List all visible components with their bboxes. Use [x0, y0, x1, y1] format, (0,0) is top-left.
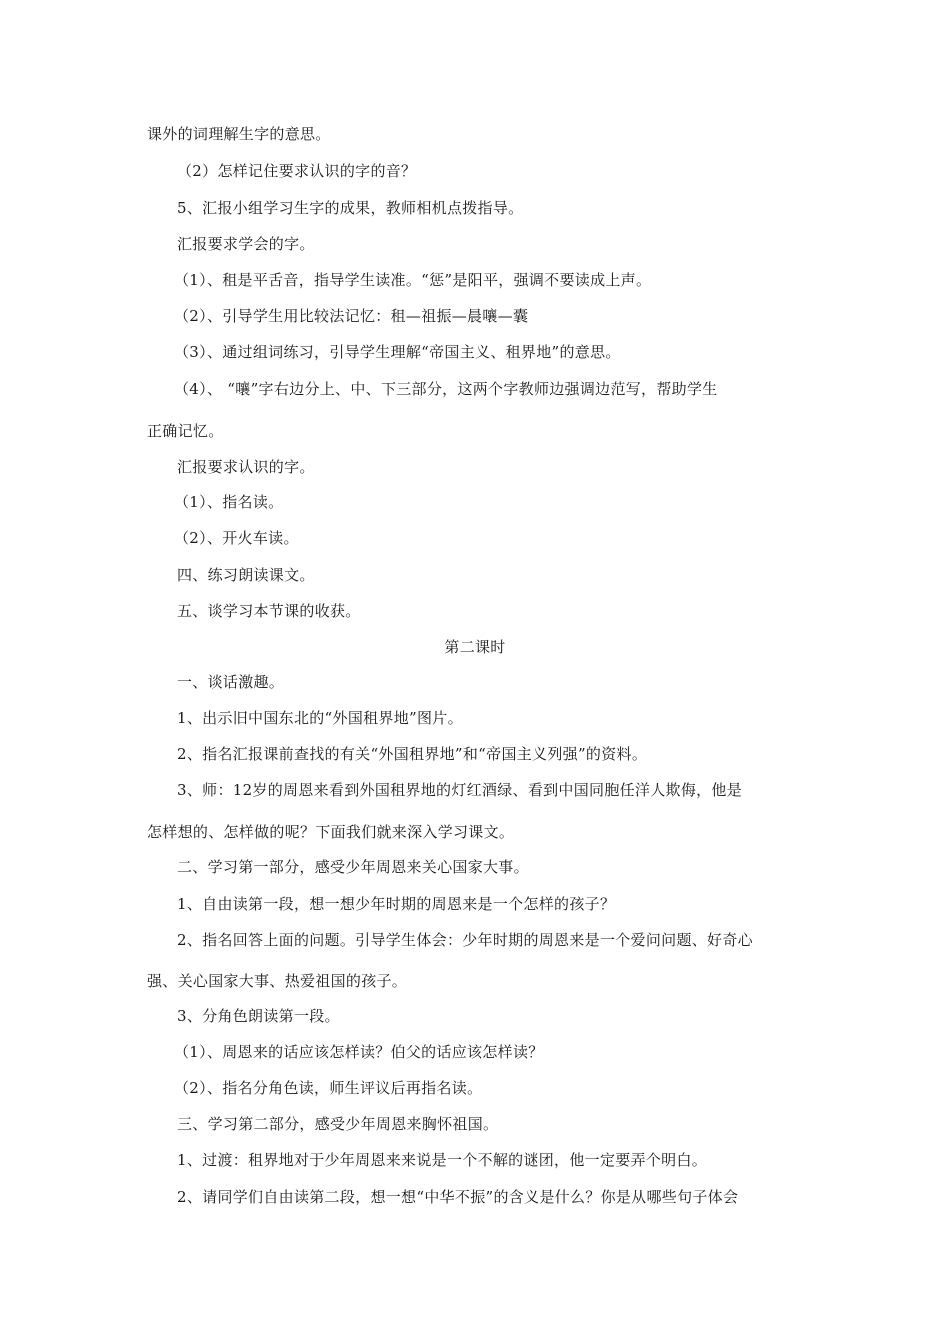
text-line: 3、分角色朗读第一段。	[177, 1007, 340, 1025]
text-line: （2）怎样记住要求认识的字的音？	[177, 162, 417, 180]
text-line: 二、学习第一部分，感受少年周恩来关心国家大事。	[177, 858, 529, 876]
text-line: 三、学习第二部分，感受少年周恩来胸怀祖国。	[177, 1115, 499, 1133]
text-line: （4）、 “嚷”字右边分上、中、下三部分，这两个字教师边强调边范写，帮助学生	[174, 380, 718, 398]
text-line: （1）、周恩来的话应该怎样读？伯父的话应该怎样读？	[174, 1043, 544, 1061]
text-line: 3、师：12岁的周恩来看到外国租界地的灯红酒绿、看到中国同胞任洋人欺侮，他是	[177, 781, 743, 799]
text-line: 1、出示旧中国东北的“外国租界地”图片。	[177, 709, 463, 727]
text-line: 5、汇报小组学习生字的成果，教师相机点拨指导。	[177, 199, 524, 217]
text-line: 2、请同学们自由读第二段，想一想“中华不振”的含义是什么？你是从哪些句子体会	[177, 1188, 739, 1206]
text-line: 2、指名汇报课前查找的有关“外国租界地”和“帝国主义列强”的资料。	[177, 745, 648, 763]
text-line: 四、练习朗读课文。	[177, 566, 315, 584]
text-line: 汇报要求学会的字。	[177, 235, 315, 253]
text-line: （2）、指名分角色读，师生评议后再指名读。	[174, 1079, 483, 1097]
text-line: 汇报要求认识的字。	[177, 458, 315, 476]
text-line: 强、关心国家大事、热爱祖国的孩子。	[147, 972, 408, 990]
text-line: 五、谈学习本节课的收获。	[177, 602, 361, 620]
text-line: 一、谈话激趣。	[177, 673, 285, 691]
text-line: （3）、通过组词练习，引导学生理解“帝国主义、租界地”的意思。	[174, 343, 621, 361]
text-line: 1、过渡：租界地对于少年周恩来来说是一个不解的谜团，他一定要弄个明白。	[177, 1151, 708, 1169]
text-line: 怎样想的、怎样做的呢？下面我们就来深入学习课文。	[147, 823, 515, 841]
section-heading: 第二课时	[444, 638, 506, 656]
text-line: 正确记忆。	[147, 422, 224, 440]
text-line: （2）、引导学生用比较法记忆：租—祖振—晨嚷—囊	[174, 307, 529, 325]
text-line: （1）、指名读。	[174, 493, 284, 511]
text-line: （2）、开火车读。	[174, 529, 299, 547]
text-line: 2、指名回答上面的问题。引导学生体会：少年时期的周恩来是一个爱问问题、好奇心	[177, 931, 753, 949]
text-line: 课外的词理解生字的意思。	[147, 125, 331, 143]
text-line: （1）、租是平舌音，指导学生读准。“惩”是阳平，强调不要读成上声。	[174, 271, 652, 289]
text-line: 1、自由读第一段，想一想少年时期的周恩来是一个怎样的孩子？	[177, 895, 616, 913]
